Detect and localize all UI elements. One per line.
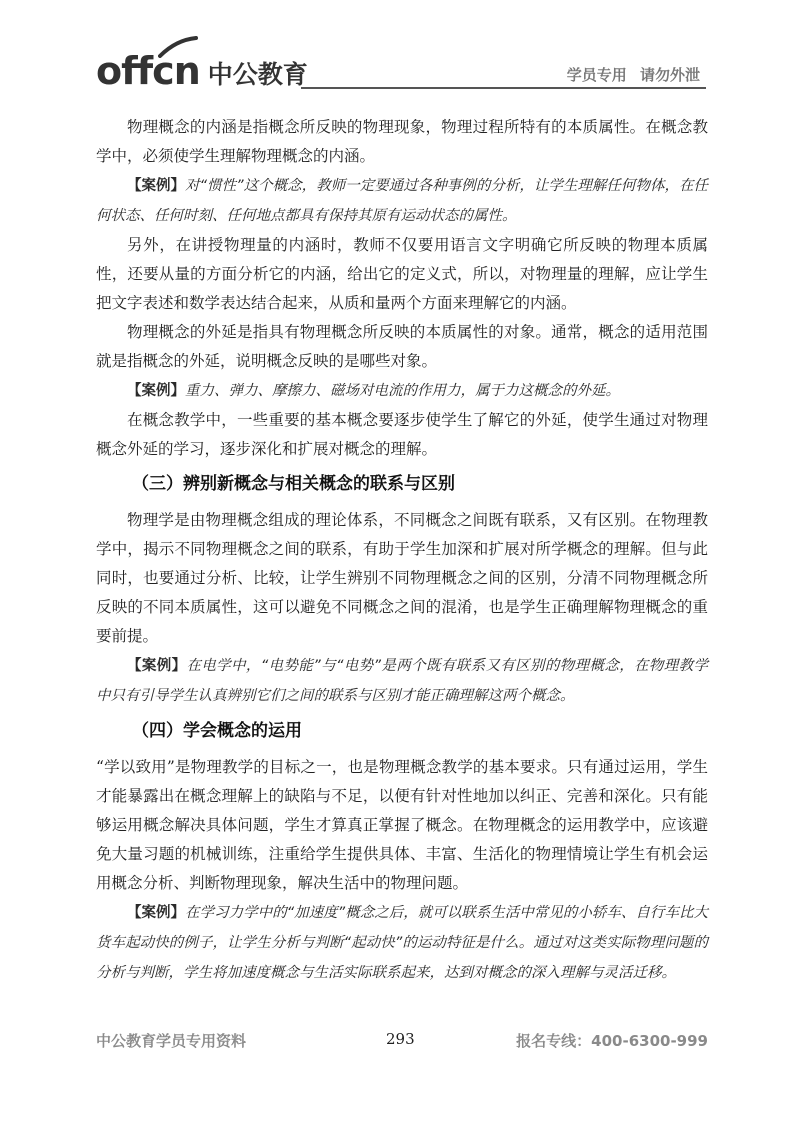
page-number: 293 <box>386 1030 415 1048</box>
page-header <box>96 38 706 93</box>
body-paragraph: 在概念教学中，一些重要的基本概念要逐步使学生了解它的外延，使学生通过对物理概念外延的学习，逐步深化和扩展对概念的理解。 <box>96 411 708 458</box>
section-heading: （三）辨别新概念与相关概念的联系与区别 <box>132 474 455 494</box>
document-body <box>96 113 708 988</box>
case-example <box>96 171 708 231</box>
footer-hotline: 报名专线：400-6300-999 <box>516 1032 708 1050</box>
logo-swoosh-icon <box>158 36 198 58</box>
case-example <box>96 651 708 711</box>
logo-wordmark: offcn <box>96 49 200 93</box>
body-paragraph: “学以致用”是物理教学的目标之一，也是物理概念教学的基本要求。只有通过运用，学生才能暴露出在概念理解上的缺陷与不足，以便有针对性地加以纠正、完善和深化。只有能够运用概念解决具体问题，学生才算真正掌握了概念。在物理概念的运用教学中，应该避免大量习题的机械训练，注重给学生提供具体、丰富、生活化的物理情境让学生有机会运用概念分析、判断物理现象，解决生活中的物理问题。 <box>96 758 708 892</box>
case-text: 重力、弹力、摩擦力、磁场对电流的作用力，属于力这概念的外延。 <box>185 383 620 399</box>
case-tag: 【案例】 <box>127 905 186 921</box>
header-notice: 学员专用 请勿外泄 <box>566 66 700 84</box>
footer-source: 中公教育学员专用资料 <box>96 1032 247 1050</box>
case-example <box>96 898 708 988</box>
case-text: 对“惯性”这个概念，教师一定要通过各种事例的分析，让学生理解任何物体，在任何状态、任何时刻、任何地点都具有保持其原有运动状态的属性。 <box>96 178 708 224</box>
page-footer <box>96 1030 708 1054</box>
case-example <box>96 376 708 406</box>
body-paragraph: 物理学是由物理概念组成的理论体系，不同概念之间既有联系，又有区别。在物理教学中，揭示不同物理概念之间的联系，有助于学生加深和扩展对所学概念的理解。但与此同时，也要通过分析、比较，让学生辨别不同物理概念之间的区别，分清不同物理概念所反映的不同本质属性，这可以避免不同概念之间的混淆，也是学生正确理解物理概念的重要前提。 <box>96 511 708 645</box>
header-divider <box>301 87 706 89</box>
case-tag: 【案例】 <box>127 658 187 674</box>
case-tag: 【案例】 <box>127 383 185 399</box>
case-tag: 【案例】 <box>127 178 186 194</box>
body-paragraph: 另外，在讲授物理量的内涵时，教师不仅要用语言文字明确它所反映的物理本质属性，还要从量的方面分析它的内涵，给出它的定义式，所以，对物理量的理解，应让学生把文字表述和数学表达结合起来，从质和量两个方面来理解它的内涵。 <box>96 236 708 312</box>
body-paragraph: 物理概念的外延是指具有物理概念所反映的本质属性的对象。通常，概念的适用范围就是指概念的外延，说明概念反映的是哪些对象。 <box>96 323 708 370</box>
logo-chinese: 中公教育 <box>207 60 308 89</box>
offcn-logo <box>96 38 308 93</box>
case-text: 在电学中，“电势能”与“电势”是两个既有联系又有区别的物理概念，在物理教学中只有引导学生认真辨别它们之间的联系与区别才能正确理解这两个概念。 <box>96 658 709 704</box>
case-text: 在学习力学中的“加速度”概念之后，就可以联系生活中常见的小轿车、自行车比大货车起动快的例子，让学生分析与判断“起动快”的运动特征是什么。通过对这类实际物理问题的分析与判断，学生将加速度概念与生活实际联系起来，达到对概念的深入理解与灵活迁移。 <box>96 905 708 981</box>
section-heading: （四）学会概念的运用 <box>132 721 302 741</box>
body-paragraph: 物理概念的内涵是指概念所反映的物理现象，物理过程所特有的本质属性。在概念教学中，必须使学生理解物理概念的内涵。 <box>96 118 708 165</box>
